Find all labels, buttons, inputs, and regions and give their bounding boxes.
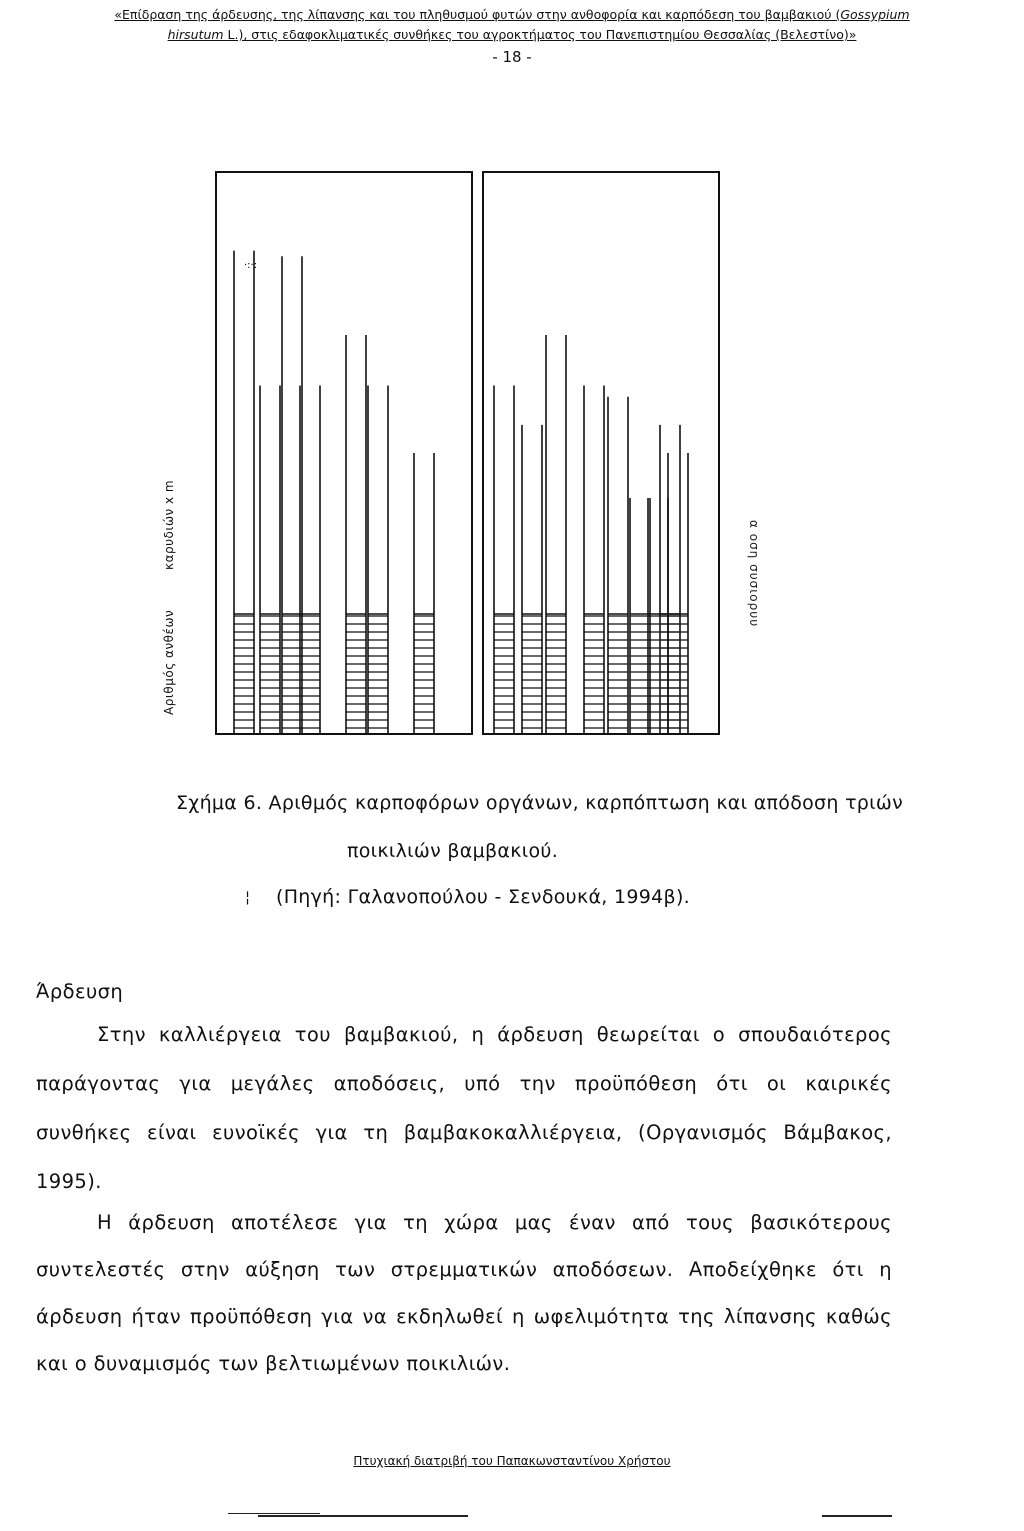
bottom-rule [228, 1513, 320, 1514]
bar [630, 498, 650, 734]
figure-caption: Σχήμα 6. Αριθμός καρποφόρων οργάνων, καρπόπτωση και απόδοση τριών [176, 792, 904, 814]
figure-caption-cont: ποικιλιών βαμβακιού. [347, 840, 559, 862]
figure-6-chart [0, 160, 1024, 750]
chart-panel-frame [483, 172, 719, 734]
paragraph-1-line: 1995). [36, 1170, 102, 1193]
bar [414, 453, 434, 734]
caption-mark: ¦ [245, 888, 251, 906]
paragraph-2-line: και ο δυναμισμός των βελτιωμένων ποικιλιών. [36, 1352, 511, 1375]
bar [608, 397, 628, 734]
page-number: - 18 - [492, 48, 532, 66]
bar [234, 251, 254, 734]
paragraph-2-line: άρδευση ήταν προϋπόθεση για να εκδηλωθεί η ωφελιμότητα της λίπανσης καθώς [36, 1305, 892, 1328]
bar [368, 386, 388, 734]
left-axis-label: Αριθμός ανθέωνκαρυδιών x m [162, 479, 176, 715]
bottom-rule [822, 1515, 892, 1517]
bar [522, 425, 542, 734]
paragraph-1-line: Στην καλλιέργεια του βαμβακιού, η άρδευση θεωρείται ο σπουδαιότερος [97, 1023, 892, 1046]
bar [546, 335, 566, 734]
paragraph-2-line: συντελεστές στην αύξηση των στρεμματικών αποδόσεων. Αποδείχθηκε ότι η [36, 1258, 892, 1281]
running-header-line-1: «Επίδραση της άρδευσης, της λίπανσης και του πληθυσμού φυτών στην ανθοφορία και καρπόδεση του βαμβακιού (Gossypium [114, 7, 910, 22]
paragraph-2-line: Η άρδευση αποτέλεσε για τη χώρα μας έναν από τους βασικότερους [97, 1211, 892, 1234]
bar [668, 453, 688, 734]
chart-mark: ·:·: [244, 260, 258, 271]
figure-source: (Πηγή: Γαλανοπούλου - Σενδουκά, 1994β). [276, 886, 691, 908]
bar [584, 386, 604, 734]
bar [300, 386, 320, 734]
bottom-rule [258, 1515, 468, 1517]
bar [346, 335, 366, 734]
paragraph-1-line: συνθήκες είναι ευνοϊκές για τη βαμβακοκαλλιέργεια, (Οργανισμός Βάμβακος, [36, 1121, 892, 1144]
right-axis-label: α οση συσιορυυ [747, 520, 761, 628]
section-heading: Άρδευση [36, 980, 124, 1003]
bar [282, 256, 302, 734]
bar [260, 386, 280, 734]
paragraph-1-line: παράγοντας για μεγάλες αποδόσεις, υπό την προϋπόθεση ότι οι καιρικές [36, 1072, 892, 1095]
page-footer: Πτυχιακή διατριβή του Παπακωνσταντίνου Χρήστου [353, 1454, 671, 1468]
bar [494, 386, 514, 734]
running-header-line-2: hirsutum L.), στις εδαφοκλιματικές συνθήκες του αγροκτήματος του Πανεπιστημίου Θεσσαλίας (Βελεστίνο)» [167, 27, 857, 42]
